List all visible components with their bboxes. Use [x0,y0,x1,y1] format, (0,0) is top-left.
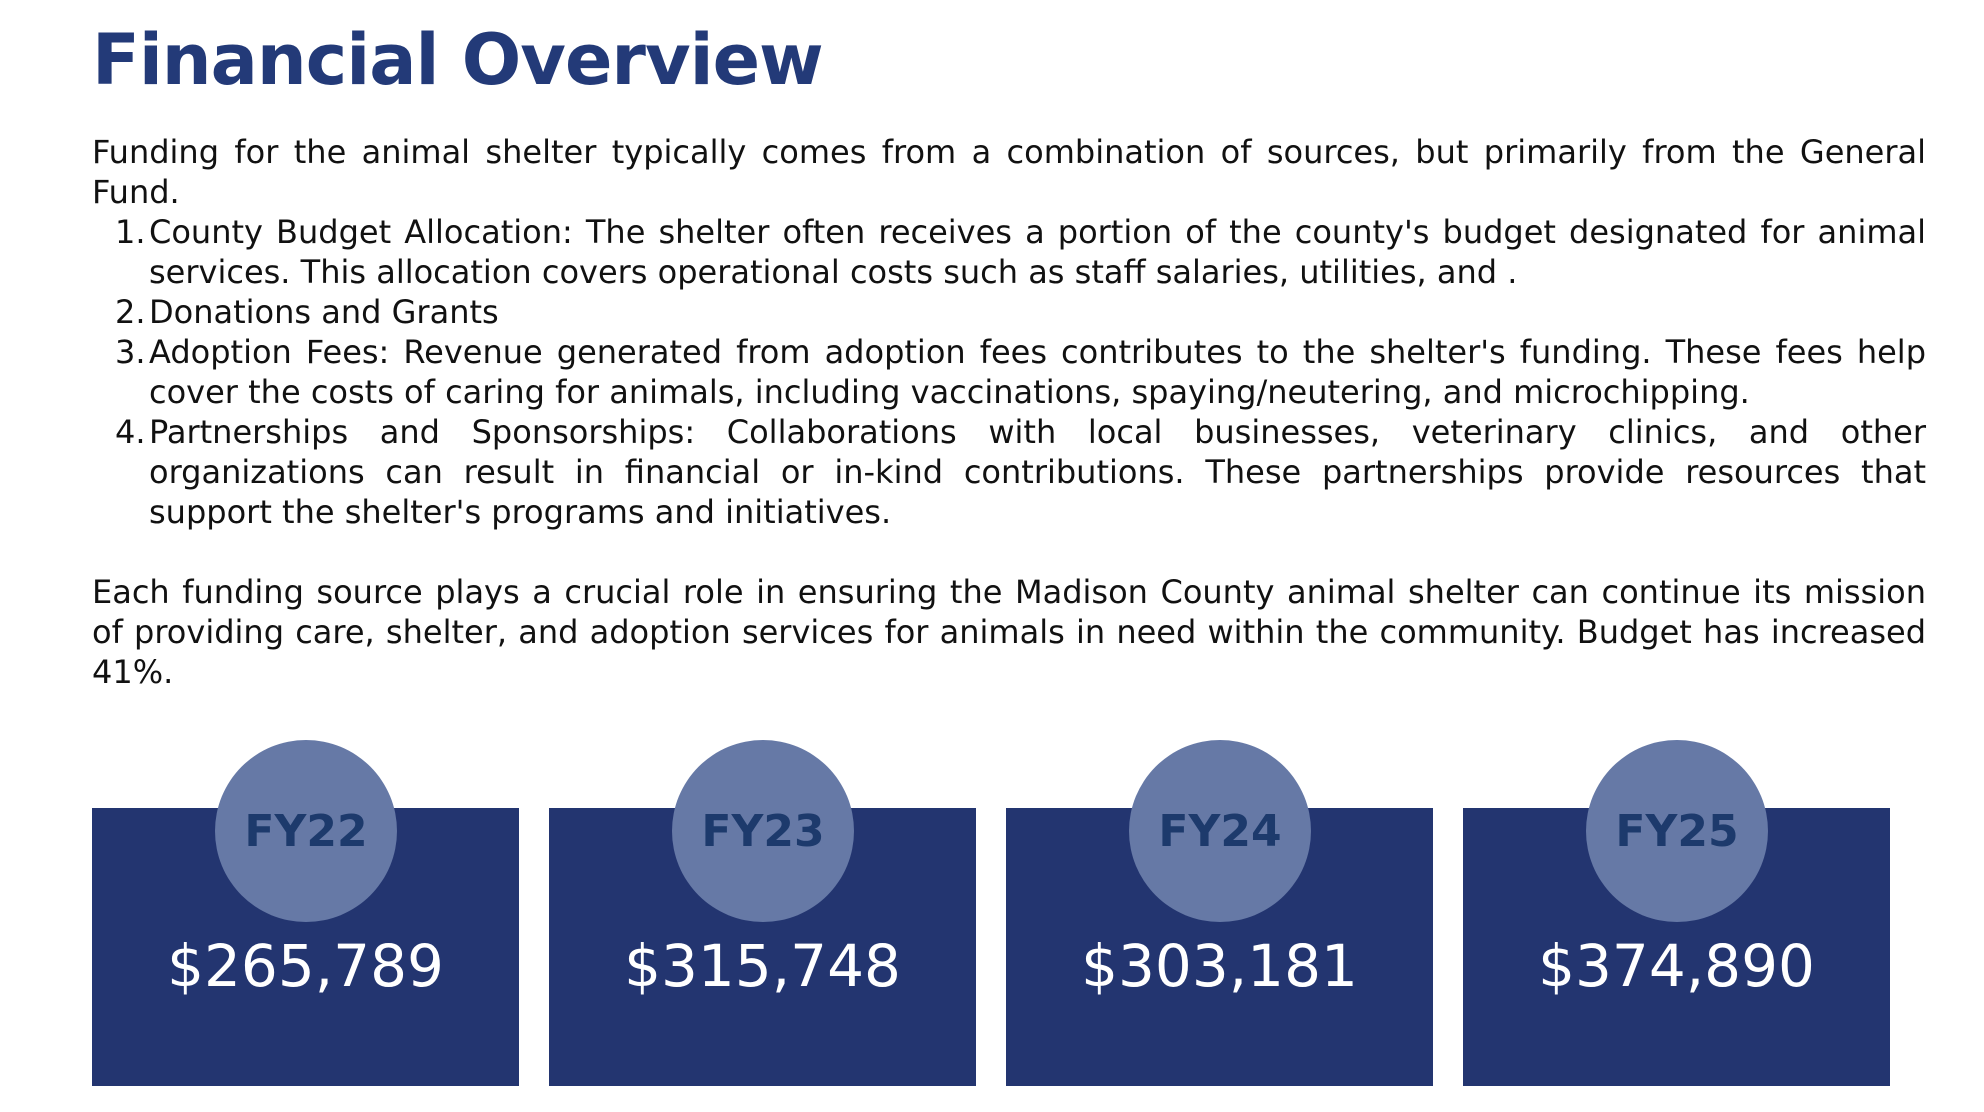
budget-card-fy23 [549,805,976,1086]
card-year-label: FY22 [244,805,368,857]
page-title: Financial Overview [92,19,823,101]
intro-paragraph: Funding for the animal shelter typically comes from a combination of sources, but primarily from the General Fund. [92,133,1926,211]
year-circle [215,740,397,922]
card-amount: $265,789 [167,932,444,1000]
budget-card-fy24 [1006,805,1433,1086]
list-item [115,292,1926,332]
list-item [115,212,1926,292]
list-item [115,412,1926,532]
list-item-text: Partnerships and Sponsorships: Collaborations with local businesses, veterinary clinics, and other organizations can result in financial or in-kind contributions. These partnerships provide resources that support the shelter's programs and initiatives. [149,413,1926,531]
list-item-number: 1. [115,213,146,251]
year-circle [1129,740,1311,922]
year-circle [672,740,854,922]
card-amount: $303,181 [1081,932,1358,1000]
list-item-number: 4. [115,413,146,451]
list-item-text: County Budget Allocation: The shelter often receives a portion of the county's budget designated for animal services. This allocation covers operational costs such as staff salaries, utilities, and . [149,213,1926,291]
budget-cards [92,740,1926,1086]
card-year-label: FY23 [701,805,825,857]
outro-paragraph: Each funding source plays a crucial role in ensuring the Madison County animal shelter can continue its mission of providing care, shelter, and adoption services for animals in need within the community. Budget has increased 41%. [92,573,1926,691]
list-item-number: 3. [115,333,146,371]
list-item-text: Adoption Fees: Revenue generated from adoption fees contributes to the shelter's funding. These fees help cover the costs of caring for animals, including vaccinations, spaying/neutering, and microchipping. [149,333,1926,411]
card-amount: $315,748 [624,932,901,1000]
budget-card-fy22 [92,805,519,1086]
funding-sources-list [92,212,1926,532]
budget-card-fy25 [1463,805,1890,1086]
card-year-label: FY24 [1158,805,1282,857]
list-item-number: 2. [115,293,146,331]
list-item-text: Donations and Grants [149,293,499,331]
card-year-label: FY25 [1615,805,1739,857]
list-item [115,332,1926,412]
card-amount: $374,890 [1538,932,1815,1000]
year-circle [1586,740,1768,922]
financial-overview-page [92,0,1926,1000]
